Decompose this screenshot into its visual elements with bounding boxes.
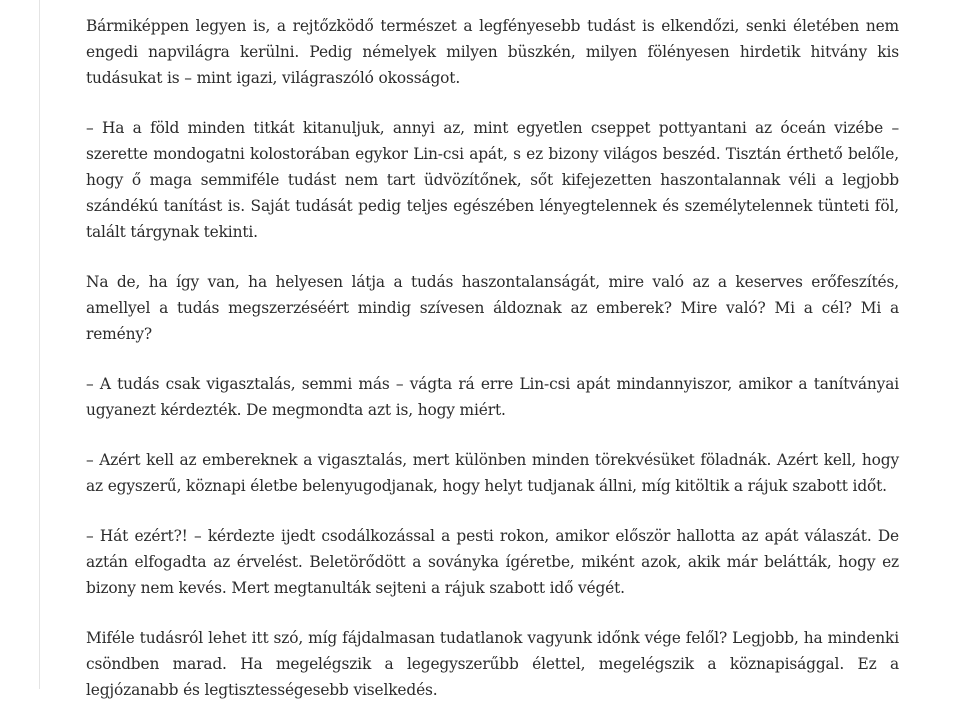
- paragraph-4: – A tudás csak vigasztalás, semmi más – vágta rá erre Lin-csi apát mindannyiszor, amikor a tanítványai ugyanezt kérdezték. De megmondta azt is, hogy miért.: [86, 375, 899, 419]
- paragraph-2: – Ha a föld minden titkát kitanuljuk, annyi az, mint egyetlen cseppet pottyantani az óceán vizébe – szerette mondogatni kolostorában egykor Lin-csi apát, s ez bizony világos beszéd. Tisztán érthető belőle, hogy ő maga semmiféle tudást nem tart üdvözítőnek, sőt kifejezetten haszontalannak véli a legjobb szándékú tanítást is. Saját tudását pedig teljes egészében lényegtelennek és személytelennek tünteti föl, talált tárgynak tekinti.: [86, 119, 899, 241]
- paragraph-7: Miféle tudásról lehet itt szó, míg fájdalmasan tudatlanok vagyunk időnk vége felől? Legjobb, ha mindenki csöndben marad. Ha megelégszik a legegyszerűbb élettel, megelégszik a köznapisággal. Ez a legjózanabb és legtisztességesebb viselkedés.: [86, 629, 899, 699]
- paragraph-1: Bármiképpen legyen is, a rejtőzködő természet a legfényesebb tudást is elkendőzi, senki életében nem engedi napvilágra kerülni. Pedig némelyek milyen büszkén, milyen fölényesen hirdetik hitvány kis tudásukat is – mint igazi, világraszóló okosságot.: [86, 17, 899, 87]
- article-body: [86, 13, 899, 703]
- left-divider: [39, 0, 40, 689]
- paragraph-6: – Hát ezért?! – kérdezte ijedt csodálkozással a pesti rokon, amikor először hallotta az apát válaszát. De aztán elfogadta az érvelést. Beletörődött a soványka ígéretbe, miként azok, akik már belátták, hogy ez bizony nem kevés. Mert megtanulták sejteni a rájuk szabott idő végét.: [86, 527, 899, 597]
- paragraph-5: – Azért kell az embereknek a vigasztalás, mert különben minden törekvésüket föladnák. Azért kell, hogy az egyszerű, köznapi életbe belenyugodjanak, hogy helyt tudjanak állni, míg kitöltik a rájuk szabott időt.: [86, 451, 899, 495]
- paragraph-3: Na de, ha így van, ha helyesen látja a tudás haszontalanságát, mire való az a keserves erőfeszítés, amellyel a tudás megszerzéséért mindig szívesen áldoznak az emberek? Mire való? Mi a cél? Mi a remény?: [86, 273, 899, 343]
